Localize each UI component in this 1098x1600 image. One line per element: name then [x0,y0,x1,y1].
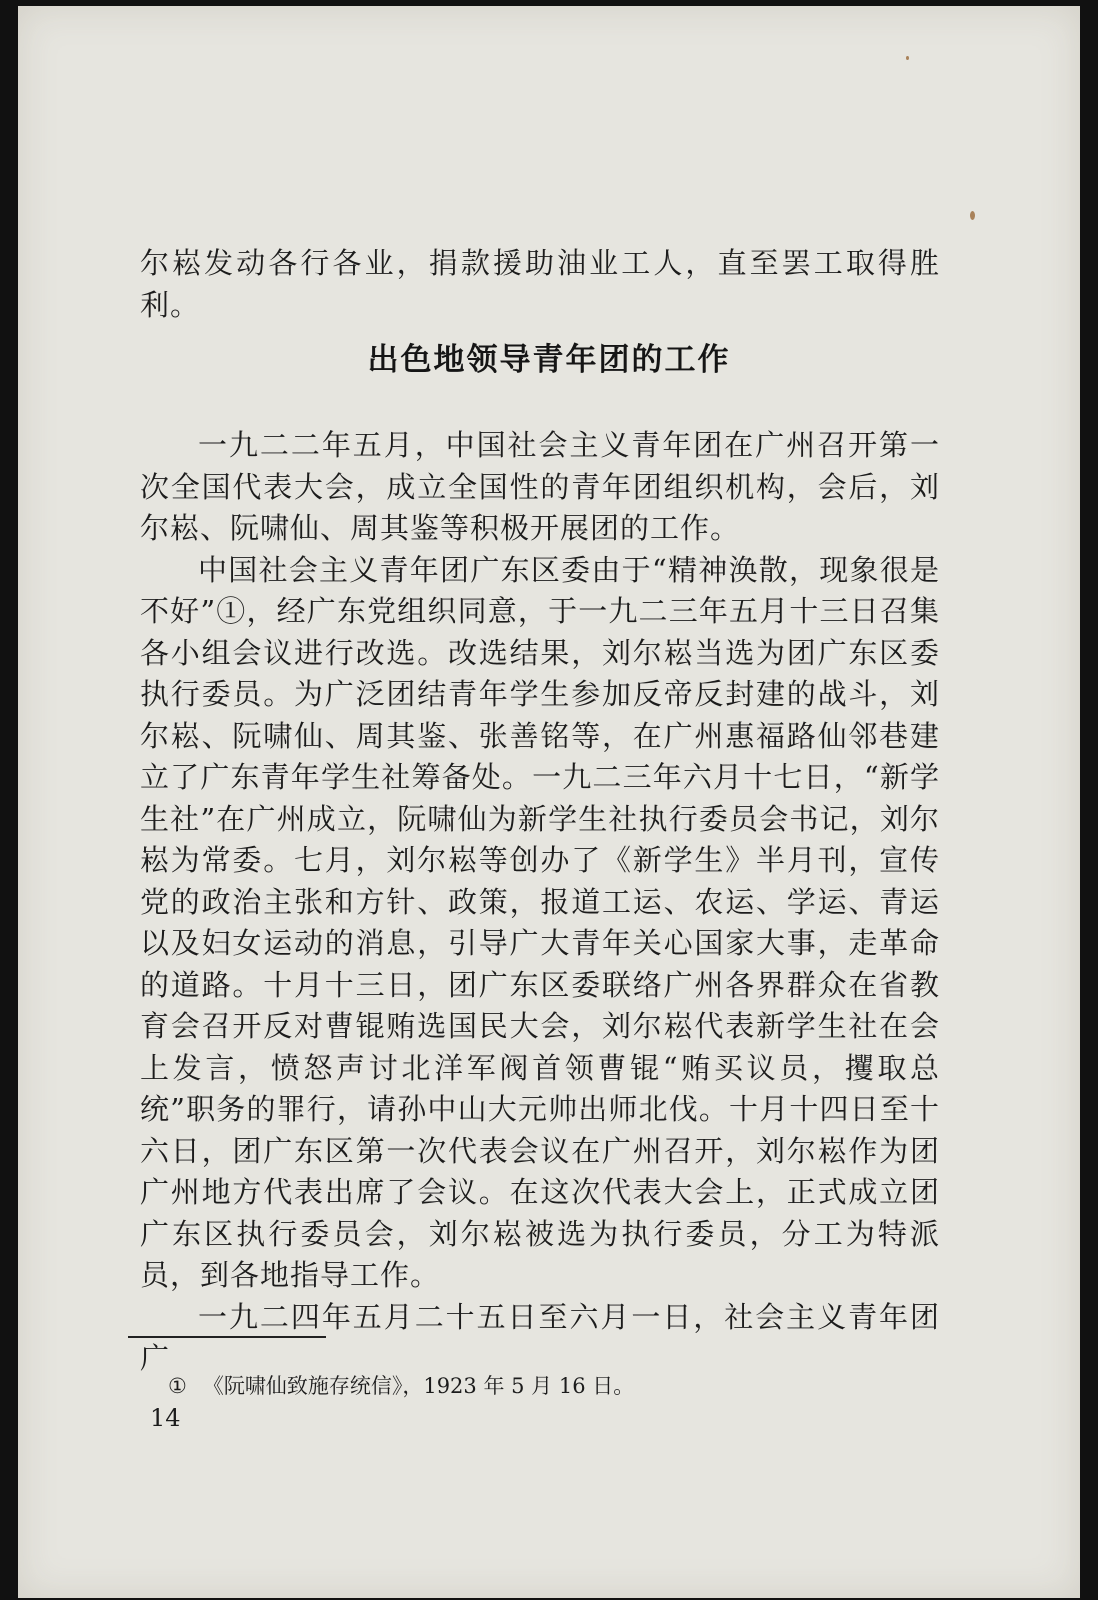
paper-speck [970,211,975,220]
paper-speck [906,56,909,60]
footnote-text: 《阮啸仙致施存统信》，1923 年 5 月 16 日。 [202,1374,635,1398]
page-number: 14 [150,1404,181,1432]
paragraph: 一九二四年五月二十五日至六月一日，社会主义青年团广 [140,1299,940,1375]
footnote [168,1370,634,1400]
continuation-line: 尔崧发动各行各业，捐款援助油业工人，直至罢工取得胜利。 [140,246,940,322]
paragraph: 中国社会主义青年团广东区委由于“精神涣散，现象很是不好”①，经广东党组织同意，于一九二三年五月十三日召集各小组会议进行改选。改选结果，刘尔崧当选为团广东区委执行委员。为广泛团结青年学生参加反帝反封建的战斗，刘尔崧、阮啸仙、周其鉴、张善铭等，在广州惠福路仙邻巷建立了广东青年学生社筹备处。一九二三年六月十七日，“新学生社”在广州成立，阮啸仙为新学生社执行委员会书记，刘尔崧为常委。七月，刘尔崧等创办了《新学生》半月刊，宣传党的政治主张和方针、政策，报道工运、农运、学运、青运以及妇女运动的消息，引导广大青年关心国家大事，走革命的道路。十月十三日，团广东区委联络广州各界群众在省教育会召开反对曹锟贿选国民大会，刘尔崧代表新学生社在会上发言，愤怒声讨北洋军阀首领曹锟“贿买议员，攫取总统”职务的罪行，请孙中山大元帅出师北伐。十月十四日至十六日，团广东区第一次代表会议在广州召开，刘尔崧作为团广州地方代表出席了会议。在这次代表大会上，正式成立团广东区执行委员会，刘尔崧被选为执行委员，分工为特派员，到各地指导工作。 [140,552,940,1292]
footnote-marker: ① [168,1374,187,1398]
paragraph: 一九二二年五月，中国社会主义青年团在广州召开第一次全国代表大会，成立全国性的青年团组织机构，会后，刘尔崧、阮啸仙、周其鉴等积极开展团的工作。 [140,428,940,545]
section-heading: 出色地领导青年团的工作 [367,342,731,378]
body-text [140,425,940,1380]
footnote-divider [128,1336,326,1338]
